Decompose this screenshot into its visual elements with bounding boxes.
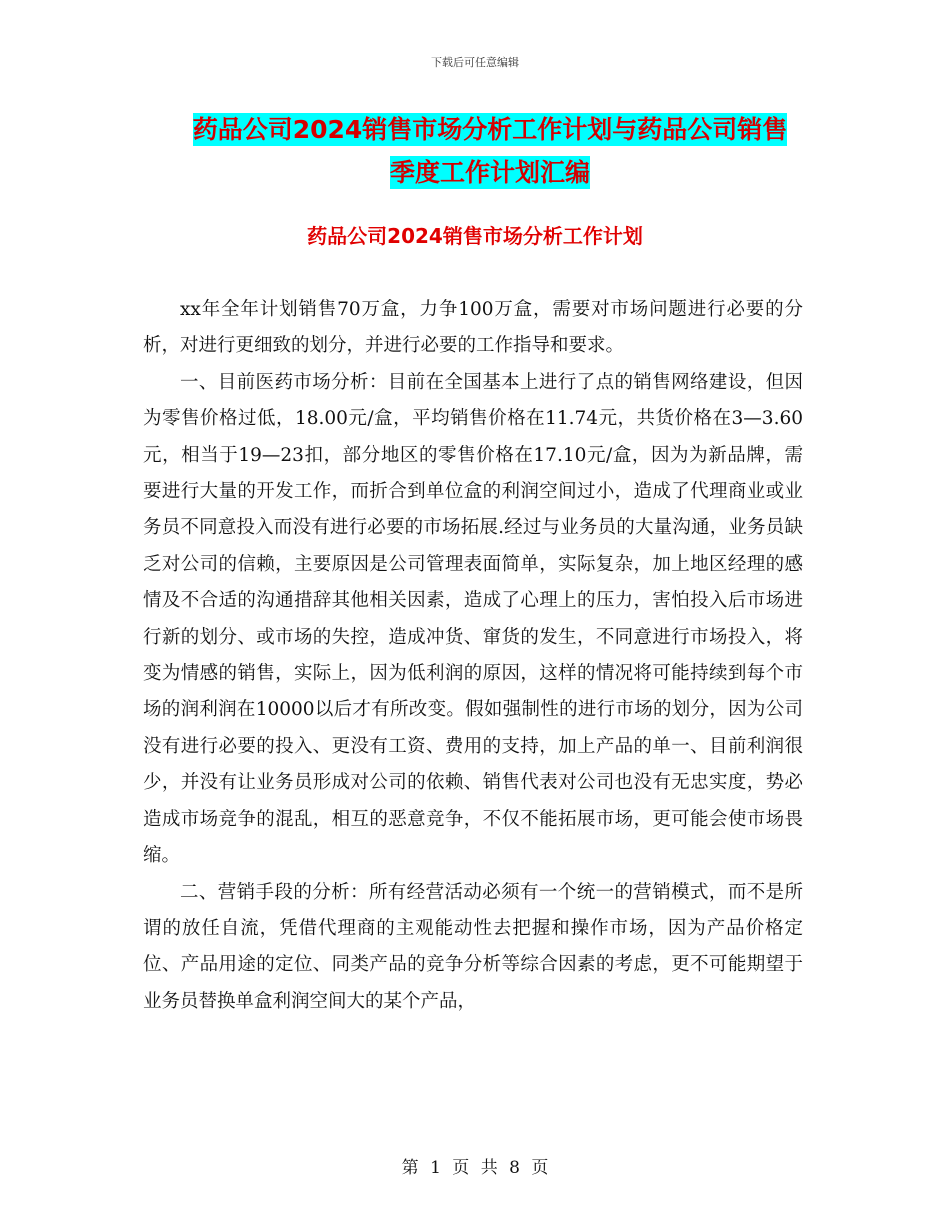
page-footer: 第 1 页 共 8 页: [401, 1158, 549, 1178]
document-title-line1: 药品公司2024销售市场分析工作计划与药品公司销售: [192, 115, 788, 144]
header-note: 下载后可任意编辑: [431, 56, 519, 69]
document-title: [140, 108, 840, 194]
document-title-line2: 季度工作计划汇编: [389, 158, 590, 187]
body-text: [143, 292, 803, 1020]
paragraph: 一、目前医药市场分析：目前在全国基本上进行了点的销售网络建设，但因为零售价格过低，18.00元/盒，平均销售价格在11.74元，共货价格在3—3.60元，相当于19—23扣，部分地区的零售价格在17.10元/盒，因为为新品牌，需要进行大量的开发工作，而折合到单位盒的利润空间过小，造成了代理商业或业务员不同意投入而没有进行必要的市场拓展.经过与业务员的大量沟通，业务员缺乏对公司的信赖，主要原因是公司管理表面简单，实际复杂，加上地区经理的感情及不合适的沟通措辞其他相关因素，造成了心理上的压力，害怕投入后市场进行新的划分、或市场的失控，造成冲货、窜货的发生，不同意进行市场投入，将变为情感的销售，实际上，因为低利润的原因，这样的情况将可能持续到每个市场的润利润在10000以后才有所改变。假如强制性的进行市场的划分，因为公司没有进行必要的投入、更没有工资、费用的支持，加上产品的单一、目前利润很少，并没有让业务员形成对公司的依赖、销售代表对公司也没有无忠实度，势必造成市场竞争的混乱，相互的恶意竞争，不仅不能拓展市场，更可能会使市场畏缩。: [143, 371, 803, 867]
paragraph: xx年全年计划销售70万盒，力争100万盒，需要对市场问题进行必要的分析，对进行更细致的划分，并进行必要的工作指导和要求。: [143, 299, 803, 357]
section-title: 药品公司2024销售市场分析工作计划: [307, 224, 643, 248]
paragraph: 二、营销手段的分析：所有经营活动必须有一个统一的营销模式，而不是所谓的放任自流，凭借代理商的主观能动性去把握和操作市场，因为产品价格定位、产品用途的定位、同类产品的竞争分析等综合因素的考虑，更不可能期望于业务员替换单盒利润空间大的某个产品，: [143, 881, 803, 1012]
